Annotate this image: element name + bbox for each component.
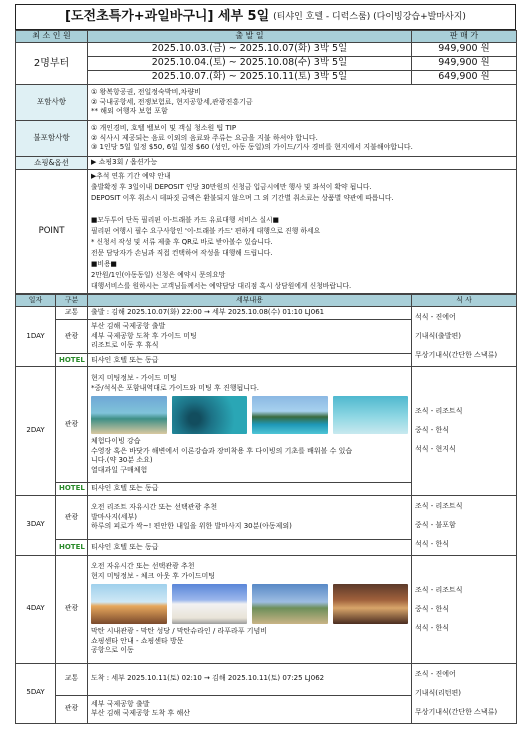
header-day: 일자 [16, 295, 56, 307]
meal-cell [412, 555, 517, 663]
included-line: ② 국내공항세, 전쟁보험료, 현지공항세,관광진흥기금 [91, 97, 253, 106]
photo-strip [91, 396, 408, 434]
meal-line: 석식 - 진에어 [415, 313, 456, 322]
kind-label: 관광 [56, 319, 88, 354]
point-line: ■비용■ [91, 260, 117, 269]
excluded-text [88, 121, 517, 157]
tour-line: 하루의 피로가 싹~! 편안한 내일을 위한 발마사지 30분(아동제외) [91, 522, 292, 531]
meal-line: 조식 - 리조트식 [415, 407, 463, 416]
itinerary-document [15, 4, 516, 724]
tour-text [88, 367, 412, 483]
departure-price: 649,900 원 [412, 71, 517, 85]
tour-line: 막탄 시내관광 - 막탄 성당 / 막탄슈라인 / 라푸라푸 기념비 [91, 627, 268, 636]
shrine-photo [91, 584, 167, 624]
photo-strip [91, 584, 408, 624]
excluded-line: ② 식사시 제공되는 음료 이외의 음료와 주류는 요금을 지불 하셔야 합니다. [91, 133, 318, 142]
meal-line: 중식 - 한식 [415, 604, 450, 613]
title-sub: (티샤인 호텔 - 디럭스룸) (다이빙강습+발마사지) [273, 11, 466, 22]
tour-line: 공항으로 이동 [91, 646, 134, 655]
day-label: 3DAY [16, 495, 56, 555]
transport-text: 도착 : 세부 2025.10.11(토) 02:10 → 김해 2025.10.11(토) 07:25 LJ062 [88, 663, 412, 695]
header-dep: 출 발 일 [88, 31, 412, 43]
point-row [16, 170, 517, 294]
hotel-text: 티샤인 호텔 또는 동급 [88, 354, 412, 367]
excluded-row [16, 121, 517, 157]
point-line: 필리핀 여행시 필수 요구사항인 '이-트래블 카드' 편하게 대행으로 진행 하세요 [91, 227, 321, 236]
meal-line: 조식 - 진에어 [415, 669, 456, 678]
tour-line: 열대과일 구매체험 [91, 465, 148, 474]
beach-photo [91, 396, 167, 434]
shopping-text: ▶ 쇼핑3회 / 옵션가능 [88, 157, 517, 170]
meal-line: 기내식(출발편) [415, 332, 462, 341]
meal-cell [412, 663, 517, 723]
meal-cell [412, 495, 517, 555]
snorkel-photo [333, 396, 409, 434]
included-line: ** 해외 여행자 보험 포함 [91, 107, 168, 116]
day-label: 2DAY [16, 367, 56, 495]
day-label: 4DAY [16, 555, 56, 663]
tour-line: 쇼핑센타 안내 - 쇼핑센타 방문 [91, 636, 184, 645]
schedule-header-row [16, 295, 517, 307]
tour-text [88, 319, 412, 354]
tour-line: 부산 김해 국제공항 출발 [91, 322, 166, 331]
tour-text [88, 695, 412, 723]
tour-line: 현지 미팅정보 - 체크 아웃 후 가이드미팅 [91, 571, 216, 580]
hotel-label: HOTEL [56, 354, 88, 367]
departure-dates: 2025.10.07.(화) ~ 2025.10.11(토) 3박 5일 [88, 71, 412, 85]
included-text [88, 85, 517, 121]
transport-text: 출발 : 김해 2025.10.07(화) 22:00 → 세부 2025.10.08(수) 01:10 LJ061 [88, 307, 412, 320]
departure-row [16, 71, 517, 85]
day3-tour-row [16, 495, 517, 540]
meal-cell [412, 367, 517, 495]
tour-line: 체험다이빙 강습 [91, 437, 141, 446]
meal-line: 무상기내식(간단한 스낵류) [415, 351, 498, 360]
header-meal: 식 사 [412, 295, 517, 307]
diving-photo [172, 396, 248, 434]
point-line: 대행서비스를 원하시는 고객님들께서는 예약담당 대리점 혹시 상담원에게 신청바랍니다. [91, 282, 352, 291]
meal-line: 중식 - 한식 [415, 426, 450, 435]
hotel-text: 티샤인 호텔 또는 동급 [88, 540, 412, 555]
tour-line: 수영장 혹은 바닷가 해변에서 이론강습과 장비착용 후 다이빙의 기초를 배워볼 수 있습 [91, 446, 353, 455]
point-label: POINT [16, 170, 88, 294]
meal-line: 중식 - 불포함 [415, 520, 456, 529]
kind-label: 관광 [56, 555, 88, 663]
tour-line: 발마사지(세부) [91, 512, 138, 521]
tour-text [88, 495, 412, 540]
shopping-row [16, 157, 517, 170]
departure-dates: 2025.10.03.(금) ~ 2025.10.07(화) 3박 5일 [88, 43, 412, 57]
point-line [91, 204, 513, 215]
departure-row [16, 43, 517, 57]
day5-transport-row [16, 663, 517, 695]
kind-label: 교통 [56, 663, 88, 695]
excluded-line: ① 개인경비, 호텔 벨보이 및 객실 청소원 팁 TIP [91, 124, 237, 133]
min-people: 2명부터 [16, 43, 88, 85]
departure-price: 949,900 원 [412, 57, 517, 71]
hotel-text: 티샤인 호텔 또는 동급 [88, 483, 412, 495]
hotel-label: HOTEL [56, 483, 88, 495]
day1-transport-row [16, 307, 517, 320]
header-price: 판 매 가 [412, 31, 517, 43]
included-label: 포함사항 [16, 85, 88, 121]
day2-tour-row [16, 367, 517, 483]
market-photo [333, 584, 409, 624]
point-line: 전문 담당자가 손님과 직접 컨택하여 작성을 대행해 드립니다. [91, 249, 273, 258]
kind-label: 관광 [56, 495, 88, 540]
departure-row [16, 57, 517, 71]
hotel-label: HOTEL [56, 540, 88, 555]
price-table [15, 30, 517, 294]
point-line: 2만원/1인(아동동일) 신청은 예약시 문의요망 [91, 271, 226, 280]
day-label: 1DAY [16, 307, 56, 367]
meal-line: 조식 - 리조트식 [415, 501, 463, 510]
excluded-label: 불포함사항 [16, 121, 88, 157]
tour-line: 세부 국제공항 도착 후 가이드 미팅 [91, 331, 197, 340]
header-kind: 구분 [56, 295, 88, 307]
meal-cell [412, 307, 517, 367]
departure-dates: 2025.10.04.(토) ~ 2025.10.08(수) 3박 5일 [88, 57, 412, 71]
included-row [16, 85, 517, 121]
tour-line: 세부 국제공항 출발 [91, 699, 150, 708]
island-photo [252, 396, 328, 434]
point-line: DEPOSIT 이후 취소시 데파짓 금액은 환불되지 않으며 그 외 기간별 취소료는 상품별 약관에 따릅니다. [91, 194, 394, 203]
meal-line: 조식 - 리조트식 [415, 585, 463, 594]
point-line: ■모두투어 단독 필리핀 이-트래블 카드 유료대행 서비스 실시■ [91, 216, 279, 225]
title-main: [도전초특가+과일바구니] 세부 5일 [65, 9, 270, 25]
point-line: 출발확정 후 3일이내 DEPOSIT 인당 30만원의 신청금 입금시에만 행사 및 좌석이 확약 됩니다. [91, 183, 372, 192]
tour-line: 리조트로 이동 후 휴식 [91, 341, 159, 350]
kind-label: 관광 [56, 367, 88, 483]
tour-line: 오전 자유시간 또는 선택관광 추천 [91, 562, 195, 571]
tour-line: 현지 미팅정보 - 가이드 미팅 [91, 374, 177, 383]
header-min: 최 소 인 원 [16, 31, 88, 43]
day-label: 5DAY [16, 663, 56, 723]
meal-line: 석식 - 한식 [415, 539, 450, 548]
point-line: ▶추석 연휴 기간 예약 안내 [91, 172, 171, 181]
meal-line: 기내식(리턴편) [415, 688, 462, 697]
monument-photo [172, 584, 248, 624]
price-header-row [16, 31, 517, 43]
kind-label: 교통 [56, 307, 88, 320]
meal-line: 석식 - 현지식 [415, 445, 456, 454]
excluded-line: ③ 1인당 5일 일정 $50, 6일 일정 $60 (성인, 아동 동일)의 가이드/기사 경비를 현지에서 지불해야합니다. [91, 143, 413, 152]
departure-price: 949,900 원 [412, 43, 517, 57]
church-photo [252, 584, 328, 624]
meal-line: 무상기내식(간단한 스낵류) [415, 707, 498, 716]
meal-line: 석식 - 한식 [415, 623, 450, 632]
point-line: * 신청서 작성 및 서류 제출 후 QR로 바로 받아볼수 있습니다. [91, 238, 273, 247]
schedule-table [15, 294, 517, 723]
point-text [88, 170, 517, 294]
included-line: ① 왕복항공권, 전일정숙박비,차량비 [91, 88, 201, 97]
day4-tour-row [16, 555, 517, 663]
kind-label: 관광 [56, 695, 88, 723]
tour-line: 니다.(약 30분 소요) [91, 456, 153, 465]
tour-line: *중/석식은 포함내역대로 가이드와 미팅 후 진행됩니다. [91, 383, 259, 392]
tour-line: 부산 김해 국제공항 도착 후 해산 [91, 709, 191, 718]
tour-text [88, 555, 412, 663]
page-title [15, 4, 516, 30]
header-detail: 세부내용 [88, 295, 412, 307]
shopping-label: 쇼핑&옵션 [16, 157, 88, 170]
tour-line: 오전 리조트 자유시간 또는 선택관광 추천 [91, 503, 218, 512]
